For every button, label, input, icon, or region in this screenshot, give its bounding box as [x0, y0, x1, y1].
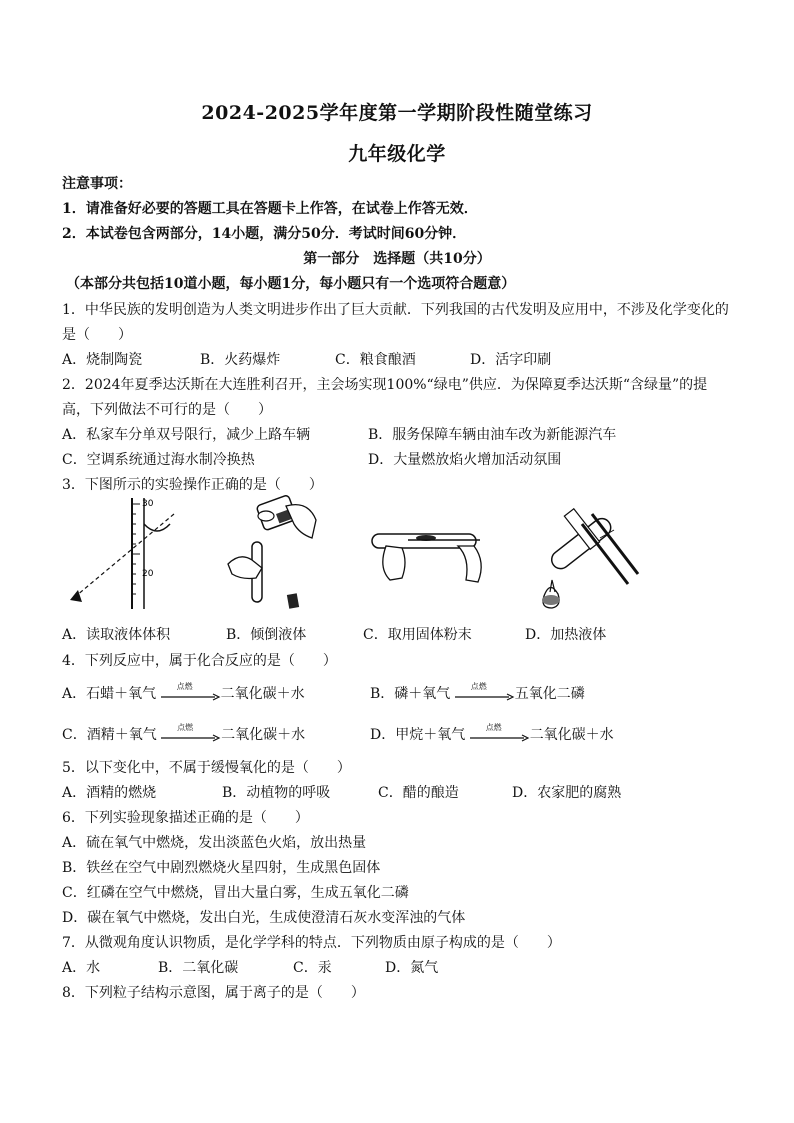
reaction-arrow: [455, 682, 515, 701]
q2-stem-line2: 高，下列做法不可行的是（ ）: [62, 402, 272, 418]
reaction-arrow: [470, 723, 530, 742]
q2-option-a: A．私家车分单双号限行，减少上路车辆: [62, 427, 311, 443]
q4-option-c: C．酒精＋氧气 点燃 二氧化碳＋水: [62, 723, 306, 743]
q3-stem: 3．下图所示的实验操作正确的是（ ）: [62, 477, 323, 493]
heating-liquid-figure: [532, 496, 652, 614]
q1-stem-line1: 1．中华民族的发明创造为人类文明进步作出了巨大贡献．下列我国的古代发明及应用中，不涉及化学变化的: [62, 302, 729, 318]
reaction-condition: 点燃: [177, 723, 194, 732]
reaction-arrow: [161, 723, 221, 742]
q6-stem: 6．下列实验现象描述正确的是（ ）: [62, 810, 309, 826]
q3-option-d: D．加热液体: [525, 627, 607, 643]
q1-stem-line2: 是（ ）: [62, 327, 132, 343]
cylinder-scale-20: 20: [142, 569, 154, 579]
q4-option-b: B．磷＋氧气 点燃 五氧化二磷: [370, 682, 585, 702]
cylinder-reading-figure: [62, 494, 192, 614]
q5-stem: 5．以下变化中，不属于缓慢氧化的是（ ）: [62, 760, 351, 776]
solid-powder-figure: [368, 518, 492, 588]
q1-option-a: A．烧制陶瓷: [62, 352, 143, 368]
notes-item-1: 1．请准备好必要的答题工具在答题卡上作答，在试卷上作答无效．: [62, 201, 478, 217]
q7-option-a: A．水: [62, 960, 101, 976]
notes-heading: 注意事项：: [62, 176, 132, 192]
q7-option-c: C．汞: [293, 960, 332, 976]
q7-option-d: D．氮气: [385, 960, 439, 976]
q8-stem: 8．下列粒子结构示意图，属于离子的是（ ）: [62, 985, 365, 1001]
q4-option-a: A．石蜡＋氧气 点燃 二氧化碳＋水: [62, 682, 305, 702]
q1-option-b: B．火药爆炸: [200, 352, 281, 368]
notes-item-2: 2．本试卷包含两部分，14小题，满分50分．考试时间60分钟．: [62, 226, 467, 242]
q2-option-b: B．服务保障车辆由油车改为新能源汽车: [368, 427, 617, 443]
q3-option-a: A．读取液体体积: [62, 627, 171, 643]
q2-option-c: C．空调系统通过海水制冷换热: [62, 452, 255, 468]
q5-option-b: B．动植物的呼吸: [222, 785, 331, 801]
q7-option-b: B．二氧化碳: [158, 960, 239, 976]
q6-option-d: D．碳在氧气中燃烧，发出白光，生成使澄清石灰水变浑浊的气体: [62, 910, 466, 926]
q6-option-a: A．硫在氧气中燃烧，发出淡蓝色火焰，放出热量: [62, 835, 367, 851]
q6-option-c: C．红磷在空气中燃烧，冒出大量白雾，生成五氧化二磷: [62, 885, 409, 901]
part1-instruction: （本部分共包括10道小题，每小题1分，每小题只有一个选项符合题意）: [66, 276, 516, 292]
q2-stem-line1: 2．2024年夏季达沃斯在大连胜利召开，主会场实现100%“绿电”供应．为保障夏季达沃斯“含绿量”的提: [62, 377, 708, 393]
q1-option-c: C．粮食酿酒: [335, 352, 416, 368]
page-subtitle: 九年级化学: [348, 143, 446, 165]
q5-option-c: C．醋的酿造: [378, 785, 459, 801]
part1-heading: 第一部分 选择题（共10分）: [303, 251, 491, 267]
reaction-condition: 点燃: [485, 723, 502, 732]
pouring-liquid-figure: [216, 494, 326, 614]
q7-stem: 7．从微观角度认识物质，是化学学科的特点．下列物质由原子构成的是（ ）: [62, 935, 561, 951]
q3-option-b: B．倾倒液体: [226, 627, 307, 643]
q6-option-b: B．铁丝在空气中剧烈燃烧火星四射，生成黑色固体: [62, 860, 381, 876]
q4-stem: 4．下列反应中，属于化合反应的是（ ）: [62, 653, 337, 669]
cylinder-scale-30: 30: [142, 499, 154, 509]
q1-option-d: D．活字印刷: [470, 352, 552, 368]
q3-option-c: C．取用固体粉末: [363, 627, 472, 643]
reaction-condition: 点燃: [470, 682, 487, 691]
q2-option-d: D．大量燃放焰火增加活动氛围: [368, 452, 562, 468]
reaction-arrow: [161, 682, 221, 701]
q4-option-d: D．甲烷＋氧气 点燃 二氧化碳＋水: [370, 723, 614, 743]
reaction-condition: 点燃: [176, 682, 193, 691]
q5-option-d: D．农家肥的腐熟: [512, 785, 622, 801]
q5-option-a: A．酒精的燃烧: [62, 785, 157, 801]
page-title: 2024-2025学年度第一学期阶段性随堂练习: [201, 102, 593, 124]
